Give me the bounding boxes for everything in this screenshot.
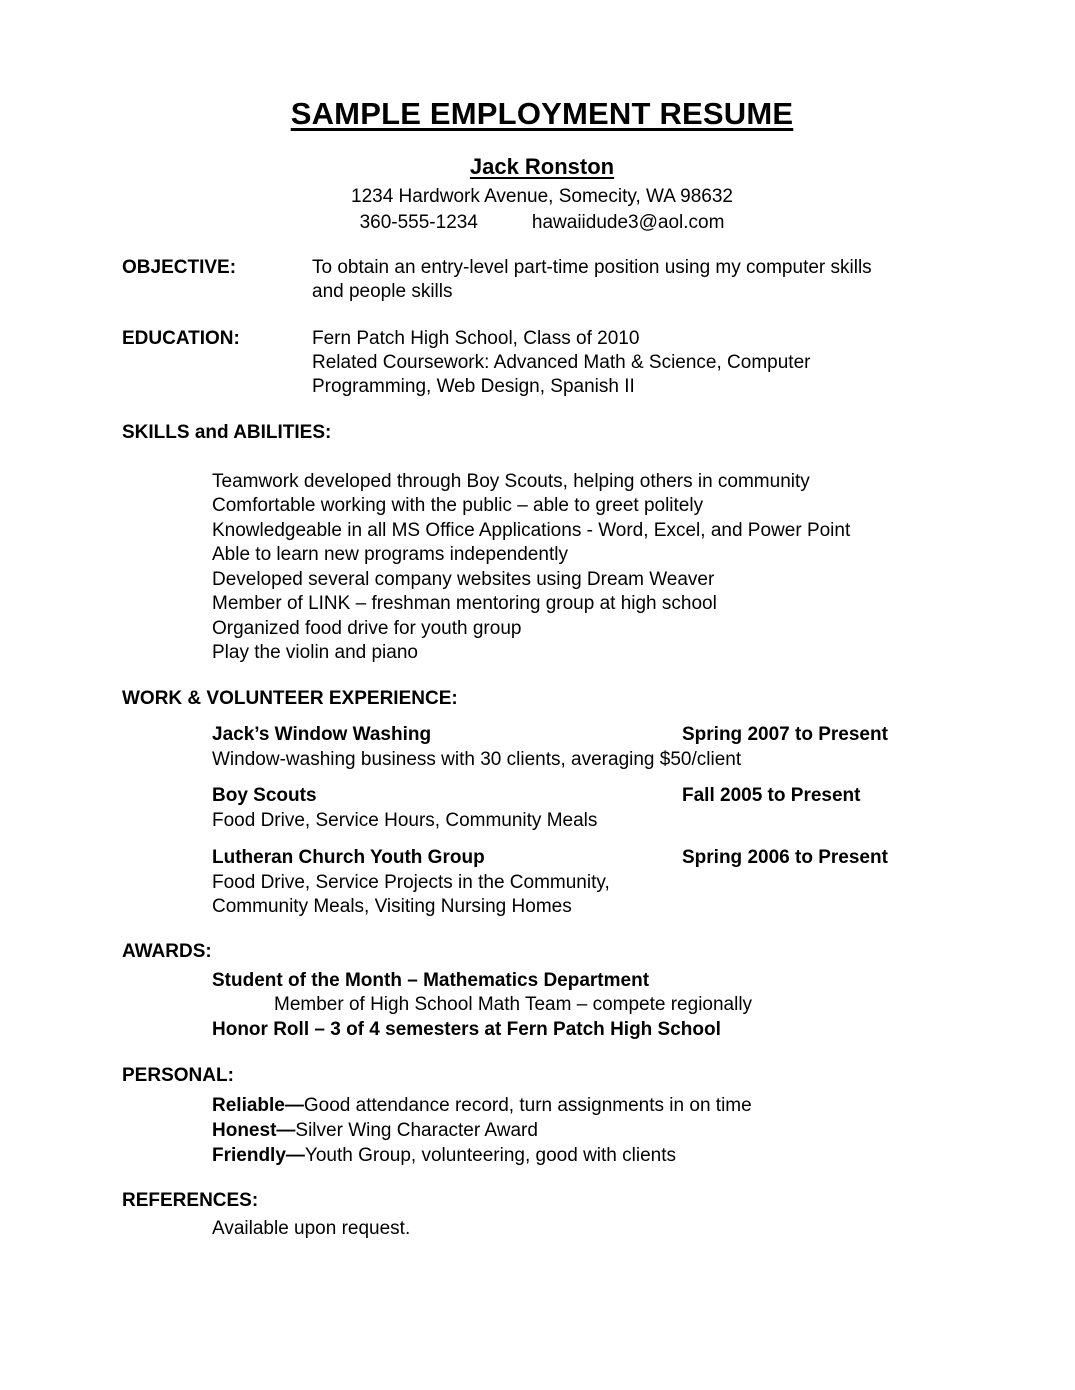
list-item: Comfortable working with the public – able to greet politely xyxy=(212,495,704,517)
education-label: EDUCATION: xyxy=(122,327,240,349)
references-label: REFERENCES: xyxy=(122,1189,259,1211)
experience-role: Lutheran Church Youth Group xyxy=(212,847,485,869)
list-item: Organized food drive for youth group xyxy=(212,617,522,639)
experience-dates: Spring 2007 to Present xyxy=(682,723,888,745)
page-title xyxy=(122,96,962,132)
applicant-email: hawaiidude3@aol.com xyxy=(531,212,725,233)
personal-text: Good attendance record, turn assignments in on time xyxy=(303,1094,752,1116)
references-text: Available upon request. xyxy=(212,1217,411,1239)
personal-body xyxy=(122,1093,962,1168)
personal-item xyxy=(212,1093,962,1118)
contact-line xyxy=(122,212,962,234)
personal-trait: Friendly— xyxy=(212,1144,305,1166)
experience-description: Food Drive, Service Hours, Community Meals xyxy=(212,810,598,832)
personal-item xyxy=(212,1118,962,1143)
awards-label: AWARDS: xyxy=(122,940,212,962)
experience-entry xyxy=(122,785,962,833)
objective-body xyxy=(312,256,962,305)
list-item: Developed several company websites using Dream Weaver xyxy=(212,568,715,590)
awards-body xyxy=(122,969,962,1043)
objective-line: To obtain an entry-level part-time position using my computer skills xyxy=(312,257,872,278)
experience-label: WORK & VOLUNTEER EXPERIENCE: xyxy=(122,687,458,709)
experience-description: Window-washing business with 30 clients, averaging $50/client xyxy=(212,748,742,770)
objective-label: OBJECTIVE: xyxy=(122,257,237,278)
experience-role: Boy Scouts xyxy=(212,785,317,807)
section-experience xyxy=(122,688,962,919)
personal-trait: Honest— xyxy=(212,1119,296,1141)
objective-line: and people skills xyxy=(312,281,453,303)
experience-role: Jack’s Window Washing xyxy=(212,723,432,745)
personal-trait: Reliable— xyxy=(212,1094,304,1116)
award-item: Student of the Month – Mathematics Department xyxy=(212,969,650,991)
list-item: Member of LINK – freshman mentoring group at high school xyxy=(212,593,717,615)
education-body xyxy=(312,327,962,400)
personal-label: PERSONAL: xyxy=(122,1064,234,1086)
experience-dates: Spring 2006 to Present xyxy=(682,847,888,869)
personal-text: Silver Wing Character Award xyxy=(295,1119,538,1141)
list-item: Knowledgeable in all MS Office Applications - Word, Excel, and Power Point xyxy=(212,519,851,541)
section-personal xyxy=(122,1065,962,1168)
education-line: Related Coursework: Advanced Math & Science, Computer xyxy=(312,351,811,373)
skills-list xyxy=(212,470,962,666)
experience-description-line: Food Drive, Service Projects in the Community, xyxy=(212,872,610,894)
experience-entry xyxy=(122,724,962,772)
personal-text: Youth Group, volunteering, good with clients xyxy=(304,1144,676,1166)
applicant-phone: 360-555-1234 xyxy=(359,212,478,233)
section-objective xyxy=(122,256,962,305)
experience-dates: Fall 2005 to Present xyxy=(682,785,861,807)
list-item: Play the violin and piano xyxy=(212,642,418,664)
section-skills xyxy=(122,422,962,666)
applicant-address: 1234 Hardwork Avenue, Somecity, WA 98632 xyxy=(351,186,733,207)
section-awards xyxy=(122,941,962,1043)
section-education xyxy=(122,327,962,400)
skills-label: SKILLS and ABILITIES: xyxy=(122,421,332,443)
experience-description-line: Community Meals, Visiting Nursing Homes xyxy=(212,895,572,917)
experience-description xyxy=(212,871,962,919)
award-item: Honor Roll – 3 of 4 semesters at Fern Patch High School xyxy=(212,1018,721,1040)
education-line: Programming, Web Design, Spanish II xyxy=(312,376,635,398)
experience-entry xyxy=(122,847,962,919)
applicant-name-text: Jack Ronston xyxy=(469,154,615,179)
resume-document xyxy=(122,96,962,1240)
list-item: Teamwork developed through Boy Scouts, helping others in community xyxy=(212,470,810,492)
section-references xyxy=(122,1190,962,1240)
list-item: Able to learn new programs independently xyxy=(212,544,568,566)
education-line: Fern Patch High School, Class of 2010 xyxy=(312,327,640,349)
applicant-name xyxy=(122,154,962,180)
award-subitem: Member of High School Math Team – compete regionally xyxy=(274,994,753,1016)
page-title-text: SAMPLE EMPLOYMENT RESUME xyxy=(290,96,794,131)
personal-item xyxy=(212,1143,962,1168)
